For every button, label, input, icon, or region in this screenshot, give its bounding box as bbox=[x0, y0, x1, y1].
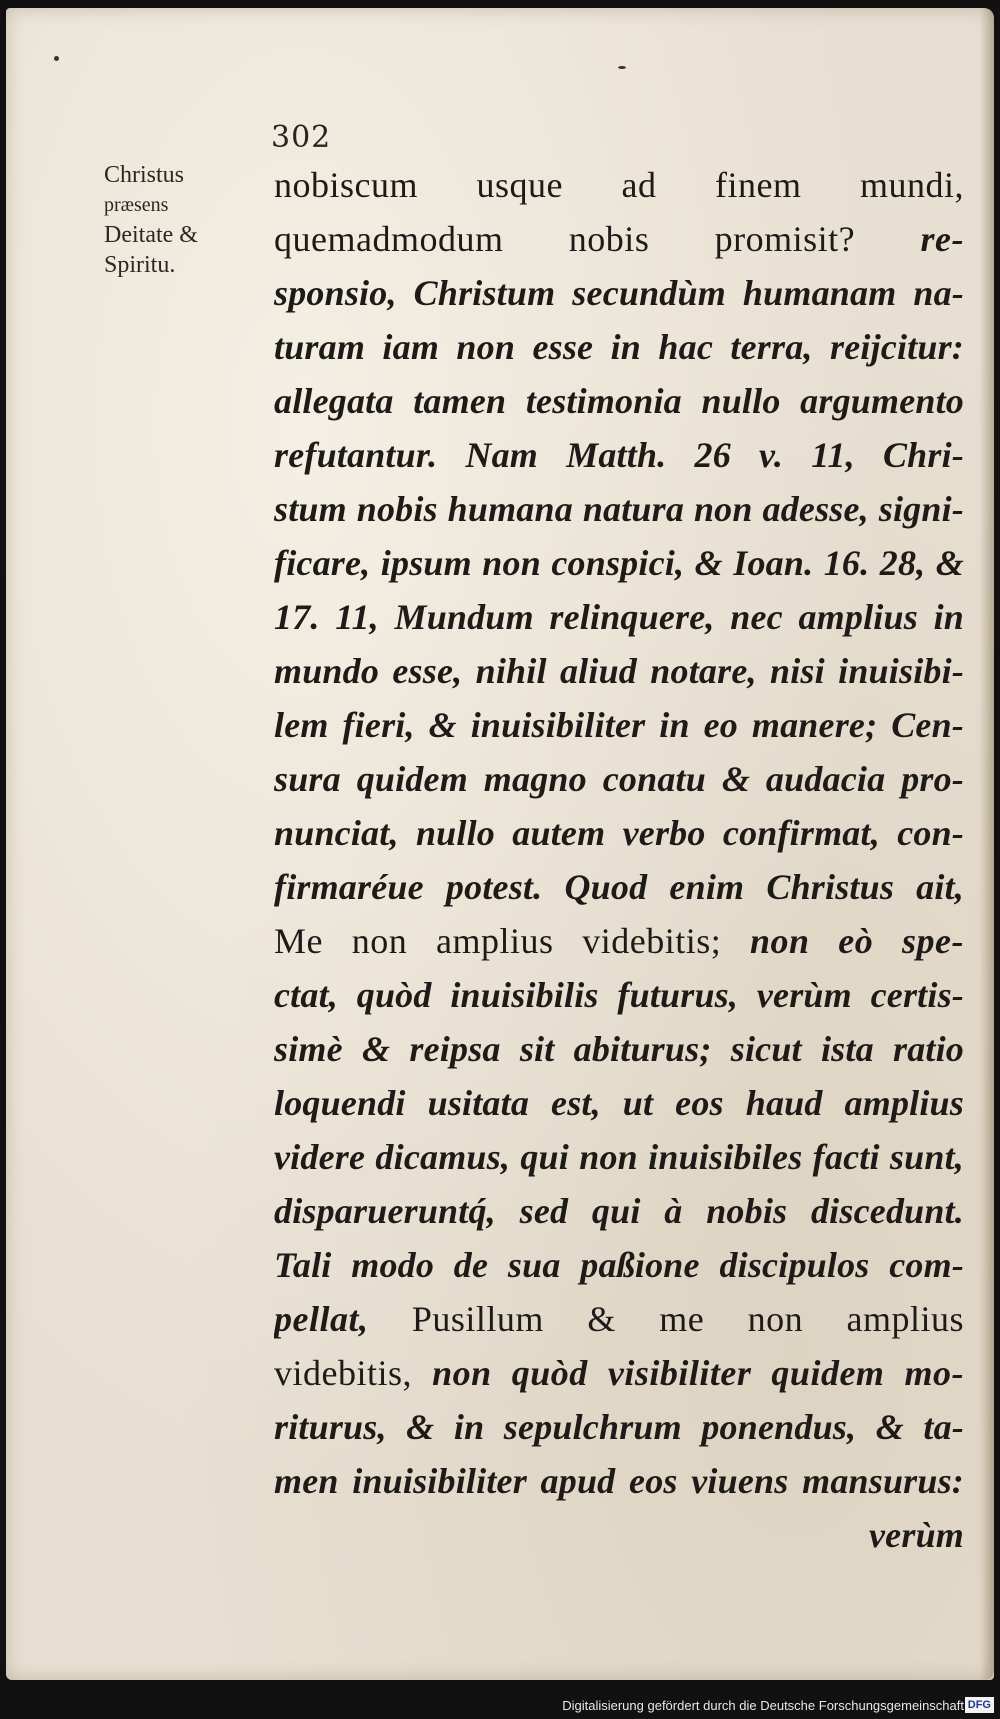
text-line bbox=[274, 212, 964, 266]
text-line bbox=[274, 1346, 964, 1400]
marginal-note-line: præsens bbox=[104, 194, 169, 216]
text-line: refutantur. Nam Matth. 26 v. 11, Chri- bbox=[274, 435, 964, 475]
text-line: Tali modo de sua paßione discipulos com- bbox=[274, 1245, 964, 1285]
text-line: videre dicamus, qui non inuisibiles facti sunt, bbox=[274, 1137, 964, 1177]
marginal-note bbox=[104, 160, 254, 280]
text-line: ctat, quòd inuisibilis futurus, verùm certis- bbox=[274, 975, 964, 1015]
text-line: sura quidem magno conatu & audacia pro- bbox=[274, 759, 964, 799]
text-line: simè & reipsa sit abiturus; sicut ista ratio bbox=[274, 1029, 964, 1069]
text-line bbox=[274, 914, 964, 968]
text-roman: Me non amplius videbitis; bbox=[274, 921, 750, 961]
text-line: stum nobis humana natura non adesse, signi- bbox=[274, 489, 964, 529]
funding-credit: Digitalisierung gefördert durch die Deutsche Forschungsgemeinschaft bbox=[562, 1698, 964, 1713]
marginal-note-line: Christus bbox=[104, 162, 185, 188]
footer-bar bbox=[0, 1691, 1000, 1719]
text-line: sponsio, Christum secundùm humanam na- bbox=[274, 273, 964, 313]
text-italic: non quòd visibiliter quidem mo- bbox=[432, 1353, 964, 1393]
text-roman: quemadmodum nobis promisit? bbox=[274, 219, 921, 259]
text-line bbox=[274, 1292, 964, 1346]
text-line: 17. 11, Mundum relinquere, nec amplius in bbox=[274, 597, 964, 637]
text-line: firmaréue potest. Quod enim Christus ait, bbox=[274, 867, 964, 907]
page-number: 302 bbox=[271, 120, 332, 155]
catchword: verùm bbox=[869, 1515, 964, 1555]
paper-speck bbox=[54, 56, 59, 61]
text-line: men inuisibiliter apud eos viuens mansurus: bbox=[274, 1461, 964, 1501]
text-italic: pellat, bbox=[274, 1299, 412, 1339]
text-line: loquendi usitata est, ut eos haud amplius bbox=[274, 1083, 964, 1123]
body-text bbox=[274, 158, 964, 1562]
text-line: nunciat, nullo autem verbo confirmat, con- bbox=[274, 813, 964, 853]
text-roman: Pusillum & me non amplius bbox=[411, 1299, 964, 1339]
text-line: riturus, & in sepulchrum ponendus, & ta- bbox=[274, 1407, 964, 1447]
text-line: lem fieri, & inuisibiliter in eo manere; Cen- bbox=[274, 705, 964, 745]
page-edge-shadow bbox=[980, 8, 994, 1680]
text-line: turam iam non esse in hac terra, reijcitur: bbox=[274, 327, 964, 367]
marginal-note-line: Spiritu. bbox=[104, 252, 176, 278]
text-line: mundo esse, nihil aliud notare, nisi inuisibi- bbox=[274, 651, 964, 691]
text-line: ficare, ipsum non conspici, & Ioan. 16. 28, & bbox=[274, 543, 964, 583]
paper-speck bbox=[618, 66, 626, 69]
dfg-logo-icon: DFG bbox=[965, 1697, 994, 1713]
text-line: allegata tamen testimonia nullo argumento bbox=[274, 381, 964, 421]
book-page bbox=[6, 8, 994, 1680]
text-italic: re- bbox=[920, 219, 964, 259]
marginal-note-line: Deitate & bbox=[104, 222, 198, 248]
text-line: nobiscum usque ad finem mundi, bbox=[274, 165, 964, 205]
text-roman: videbitis, bbox=[274, 1353, 433, 1393]
text-line: disparueruntq́, sed qui à nobis discedunt. bbox=[274, 1191, 964, 1231]
text-italic: non eò spe- bbox=[750, 921, 964, 961]
